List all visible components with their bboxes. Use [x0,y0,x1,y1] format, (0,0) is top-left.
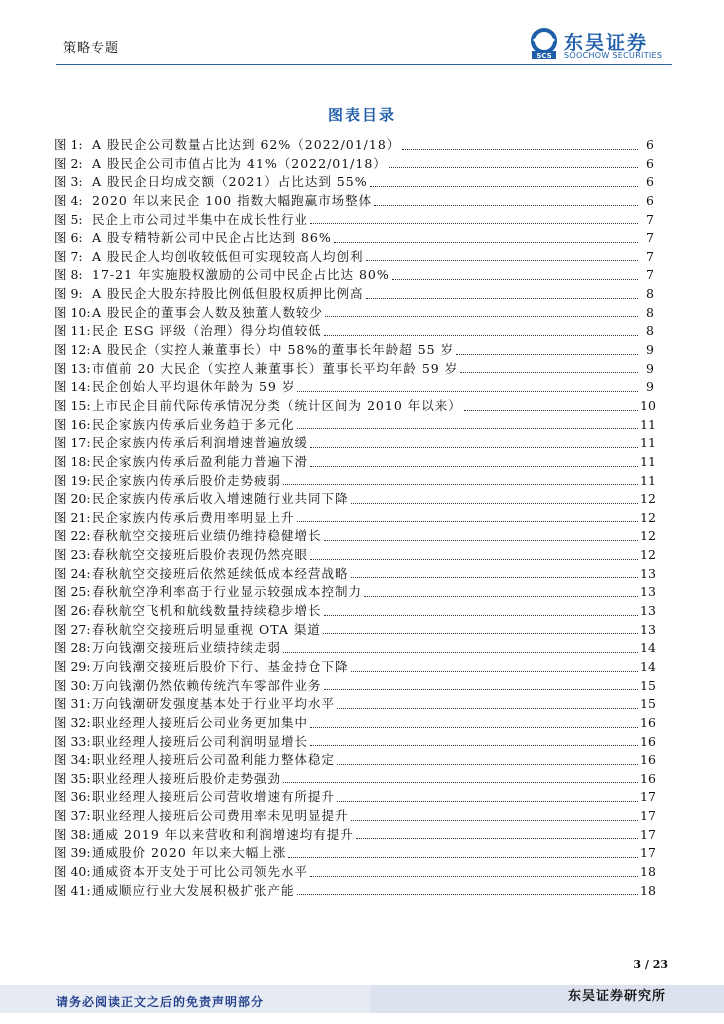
toc-dot-leader [283,484,638,485]
toc-entry[interactable] [54,135,654,154]
toc-dot-leader [310,876,638,877]
toc-entry-number: 图 15: [54,397,91,413]
toc-entry-page: 7 [646,267,654,283]
toc-title: 图表目录 [327,106,396,124]
toc-entry[interactable] [54,377,654,396]
header-dash: - [669,60,672,69]
toc-entry[interactable] [54,526,654,545]
toc-dot-leader [288,857,638,858]
toc-entry-number: 图 35: [54,770,91,786]
toc-entry-title: 职业经理人接班后公司费用率未见明显提升 [92,808,349,824]
toc-entry-page: 9 [646,360,654,376]
toc-entry-number: 图 32: [54,714,91,730]
footer-institute-name: 东吴证券研究所 [567,989,666,1004]
toc-entry-page: 7 [646,248,654,264]
toc-dot-leader [324,615,638,616]
toc-entry-page: 16 [640,733,656,749]
toc-entry-title: 通威 2019 年以来营收和利润增速均有提升 [92,826,354,842]
toc-entry[interactable] [54,452,654,471]
toc-entry[interactable] [54,582,654,601]
toc-entry-number: 图 34: [54,752,91,768]
toc-entry-title: 春秋航空净利率高于行业显示较强成本控制力 [92,584,363,600]
toc-entry-title: 17-21 年实施股权激励的公司中民企占比达 80% [92,267,390,283]
company-logo [528,28,678,62]
toc-entry-page: 6 [646,137,654,152]
toc-dot-leader [351,577,638,578]
toc-entry-number: 图 10: [54,304,91,320]
toc-entry-page: 17 [640,826,656,842]
toc-entry-page: 13 [640,603,656,619]
toc-entry-number: 图 1: [54,137,83,152]
toc-dot-leader [324,540,638,541]
toc-entry-number: 图 5: [54,211,83,227]
toc-entry[interactable] [54,732,654,751]
toc-entry-number: 图 16: [54,416,91,432]
toc-entry[interactable] [54,359,654,378]
logo-english-name: SOOCHOW SECURITIES [564,51,663,60]
toc-dot-leader [366,260,638,261]
toc-entry-title: 通威资本开支处于可比公司领先水平 [92,863,309,879]
toc-dot-leader [392,279,638,280]
toc-entry-page: 17 [640,789,656,805]
toc-dot-leader [310,447,638,448]
toc-entry-page: 11 [640,435,656,451]
footer-bottom-strip [0,1013,724,1024]
toc-dot-leader [337,764,638,765]
toc-entry-page: 11 [640,416,656,432]
toc-entry[interactable] [54,676,654,695]
toc-dot-leader [351,503,638,504]
toc-entry-title: 春秋航空交接班后股价表现仍然亮眼 [92,547,309,563]
toc-entry[interactable] [54,769,654,788]
toc-dot-leader [323,633,638,634]
toc-entry-title: A 股专精特新公司中民企占比达到 86% [92,230,332,246]
toc-entry[interactable] [54,657,654,676]
toc-entry-number: 图 25: [54,584,91,600]
toc-entry-title: A 股民企日均成交额（2021）占比达到 55% [92,174,368,190]
toc-entry[interactable] [54,284,654,303]
toc-dot-leader [297,391,638,392]
toc-entry-title: 万向钱潮交接班后股价下行、基金持仓下降 [92,658,349,674]
toc-entry-page: 6 [646,192,654,208]
toc-entry-page: 16 [640,714,656,730]
toc-entry-title: 民企 ESG 评级（治理）得分均值较低 [92,323,322,339]
toc-dot-leader [356,838,638,839]
toc-entry[interactable] [54,564,654,583]
toc-entry-title: 万向钱潮交接班后业绩持续走弱 [92,640,282,656]
toc-entry-number: 图 3: [54,174,83,190]
toc-entry-title: 通威股价 2020 年以来大幅上涨 [92,845,287,861]
toc-entry-title: 春秋航空交接班后明显重视 OTA 渠道 [92,621,321,637]
toc-entry-page: 14 [640,640,656,656]
toc-entry-page: 9 [646,379,654,395]
toc-entry-page: 12 [640,547,656,563]
toc-entry[interactable] [54,881,654,900]
toc-entry-number: 图 39: [54,845,91,861]
toc-entry-page: 8 [646,286,654,302]
toc-entry-title: 万向钱潮仍然依赖传统汽车零部件业务 [92,677,322,693]
toc-entry-title: 市值前 20 大民企（实控人兼董事长）董事长平均年龄 59 岁 [92,360,459,376]
toc-entry-number: 图 7: [54,248,83,264]
toc-entry-number: 图 12: [54,342,91,358]
toc-entry[interactable] [54,601,654,620]
toc-entry-page: 12 [640,509,656,525]
toc-entry[interactable] [54,471,654,490]
toc-entry[interactable] [54,620,654,639]
toc-dot-leader [389,167,638,168]
toc-entry-title: 万向钱潮研发强度基本处于行业平均水平 [92,696,336,712]
toc-dot-leader [460,372,638,373]
toc-dot-leader [334,242,638,243]
toc-entry[interactable] [54,545,654,564]
toc-entry-page: 17 [640,808,656,824]
toc-entry[interactable] [54,210,654,229]
toc-entry-number: 图 21: [54,509,91,525]
toc-entry[interactable] [54,862,654,881]
toc-entry-title: A 股民企人均创收较低但可实现较高人均创利 [92,248,364,264]
toc-entry-page: 8 [646,304,654,320]
toc-entry-page: 15 [640,677,656,693]
toc-dot-leader [283,652,638,653]
toc-dot-leader [310,745,638,746]
toc-entry-number: 图 17: [54,435,91,451]
toc-dot-leader [324,689,638,690]
toc-dot-leader [325,316,638,317]
toc-entry[interactable] [54,228,654,247]
toc-entry-number: 图 36: [54,789,91,805]
toc-entry[interactable] [54,340,654,359]
toc-entry-title: 职业经理人接班后股价走势强劲 [92,770,282,786]
toc-entry[interactable] [54,321,654,340]
toc-entry[interactable] [54,713,654,732]
toc-entry-title: 民企家族内传承后费用率明显上升 [92,509,295,525]
toc-entry-number: 图 26: [54,603,91,619]
toc-entry-page: 12 [640,491,656,507]
logo-chinese-name: 东吴证券 [564,32,649,54]
toc-entry-number: 图 37: [54,808,91,824]
toc-dot-leader [351,820,638,821]
toc-entry-title: A 股民企的董事会人数及独董人数较少 [92,304,324,320]
toc-entry-page: 16 [640,770,656,786]
toc-entry-title: 民企家族内传承后利润增速普遍放缓 [92,435,309,451]
toc-entry-title: A 股民企大股东持股比例低但股权质押比例高 [92,286,364,302]
toc-entry-number: 图 41: [54,882,91,898]
toc-entry-number: 图 27: [54,621,91,637]
toc-entry-number: 图 40: [54,863,91,879]
toc-entry-title: A 股民企公司数量占比达到 62%（2022/01/18） [92,137,401,152]
toc-entry-title: 职业经理人接班后公司业务更加集中 [92,714,309,730]
toc-entry-number: 图 28: [54,640,91,656]
toc-entry-number: 图 38: [54,826,91,842]
toc-entry-number: 图 24: [54,565,91,581]
toc-entry-title: 通威顺应行业大发展积极扩张产能 [92,882,295,898]
toc-entry-page: 6 [646,155,654,171]
toc-dot-leader [351,671,638,672]
toc-dot-leader [402,149,638,150]
toc-entry-number: 图 19: [54,472,91,488]
toc-dot-leader [297,428,638,429]
toc-entry-number: 图 9: [54,286,83,302]
toc-dot-leader [364,596,638,597]
toc-entry[interactable] [54,154,654,173]
toc-entry-title: 春秋航空交接班后业绩仍维持稳健增长 [92,528,322,544]
toc-dot-leader [337,801,638,802]
toc-entry-page: 16 [640,752,656,768]
page-number: 3 / 23 [633,958,668,971]
toc-entry[interactable] [54,508,654,527]
toc-entry-number: 图 29: [54,658,91,674]
toc-entry-page: 18 [640,882,656,898]
toc-entry[interactable] [54,191,654,210]
toc-dot-leader [464,410,638,411]
toc-entry-number: 图 8: [54,267,83,283]
toc-entry-number: 图 33: [54,733,91,749]
toc-entry-page: 17 [640,845,656,861]
toc-entry-title: 民企家族内传承后业务趋于多元化 [92,416,295,432]
toc-dot-leader [374,205,638,206]
toc-entry[interactable] [54,489,654,508]
toc-entry-page: 11 [640,472,656,488]
toc-dot-leader [310,559,638,560]
toc-entry-number: 图 18: [54,453,91,469]
toc-dot-leader [297,521,638,522]
toc-entry-number: 图 4: [54,192,83,208]
toc-entry[interactable] [54,433,654,452]
toc-entry-title: 民企创始人平均退休年龄为 59 岁 [92,379,296,395]
toc-dot-leader [366,298,638,299]
header-section-label: 策略专题 [63,41,120,56]
toc-entry[interactable] [54,247,654,266]
toc-entry[interactable] [54,787,654,806]
toc-entry-page: 10 [640,397,656,413]
toc-dot-leader [310,466,638,467]
toc-entry-number: 图 22: [54,528,91,544]
toc-dot-leader [297,894,638,895]
figure-table-of-contents [54,135,654,899]
toc-entry-page: 11 [640,453,656,469]
toc-dot-leader [310,727,638,728]
toc-entry-page: 14 [640,658,656,674]
toc-entry-page: 13 [640,565,656,581]
toc-dot-leader [456,354,638,355]
toc-entry-title: 民企家族内传承后收入增速随行业共同下降 [92,491,349,507]
toc-entry-title: 职业经理人接班后公司盈利能力整体稳定 [92,752,336,768]
toc-entry-number: 图 11: [54,323,91,339]
toc-entry-number: 图 14: [54,379,91,395]
toc-entry-page: 9 [646,342,654,358]
toc-entry[interactable] [54,396,654,415]
logo-badge-text: SCS [536,52,552,60]
toc-entry-page: 6 [646,174,654,190]
toc-entry[interactable] [54,843,654,862]
toc-entry-title: 职业经理人接班后公司利润明显增长 [92,733,309,749]
toc-entry[interactable] [54,750,654,769]
toc-dot-leader [310,223,638,224]
toc-entry-page: 13 [640,621,656,637]
toc-entry-page: 13 [640,584,656,600]
toc-dot-leader [283,782,638,783]
toc-entry[interactable] [54,415,654,434]
toc-entry-title: 春秋航空飞机和航线数量持续稳步增长 [92,603,322,619]
toc-dot-leader [337,708,638,709]
toc-entry-number: 图 2: [54,155,83,171]
toc-entry-page: 8 [646,323,654,339]
toc-entry[interactable] [54,303,654,322]
toc-entry-page: 18 [640,863,656,879]
toc-entry[interactable] [54,638,654,657]
toc-entry-title: 职业经理人接班后公司营收增速有所提升 [92,789,336,805]
toc-entry-number: 图 13: [54,360,91,376]
footer-disclaimer: 请务必阅读正文之后的免责声明部分 [56,995,265,1009]
header-divider [56,64,672,65]
toc-entry-page: 12 [640,528,656,544]
toc-entry[interactable] [54,265,654,284]
toc-entry-number: 图 23: [54,547,91,563]
toc-entry[interactable] [54,172,654,191]
toc-dot-leader [370,186,638,187]
toc-dot-leader [324,335,638,336]
toc-entry-number: 图 31: [54,696,91,712]
toc-entry-title: A 股民企（实控人兼董事长）中 58%的董事长年龄超 55 岁 [92,342,455,358]
toc-entry[interactable] [54,694,654,713]
toc-entry-number: 图 20: [54,491,91,507]
toc-entry-page: 7 [646,230,654,246]
toc-entry-number: 图 6: [54,230,83,246]
soochow-logo-icon [528,28,560,60]
toc-entry-title: 民企上市公司过半集中在成长性行业 [92,211,309,227]
toc-entry-title: 民企家族内传承后盈利能力普遍下滑 [92,453,309,469]
toc-entry-page: 7 [646,211,654,227]
toc-entry-title: 2020 年以来民企 100 指数大幅跑赢市场整体 [92,192,373,208]
toc-entry-title: 上市民企目前代际传承情况分类（统计区间为 2010 年以来） [92,397,462,413]
toc-entry-title: A 股民企公司市值占比为 41%（2022/01/18） [92,155,387,171]
toc-entry-title: 民企家族内传承后股价走势疲弱 [92,472,282,488]
toc-entry[interactable] [54,825,654,844]
toc-entry-number: 图 30: [54,677,91,693]
toc-entry-page: 15 [640,696,656,712]
toc-entry[interactable] [54,806,654,825]
toc-entry-title: 春秋航空交接班后依然延续低成本经营战略 [92,565,349,581]
